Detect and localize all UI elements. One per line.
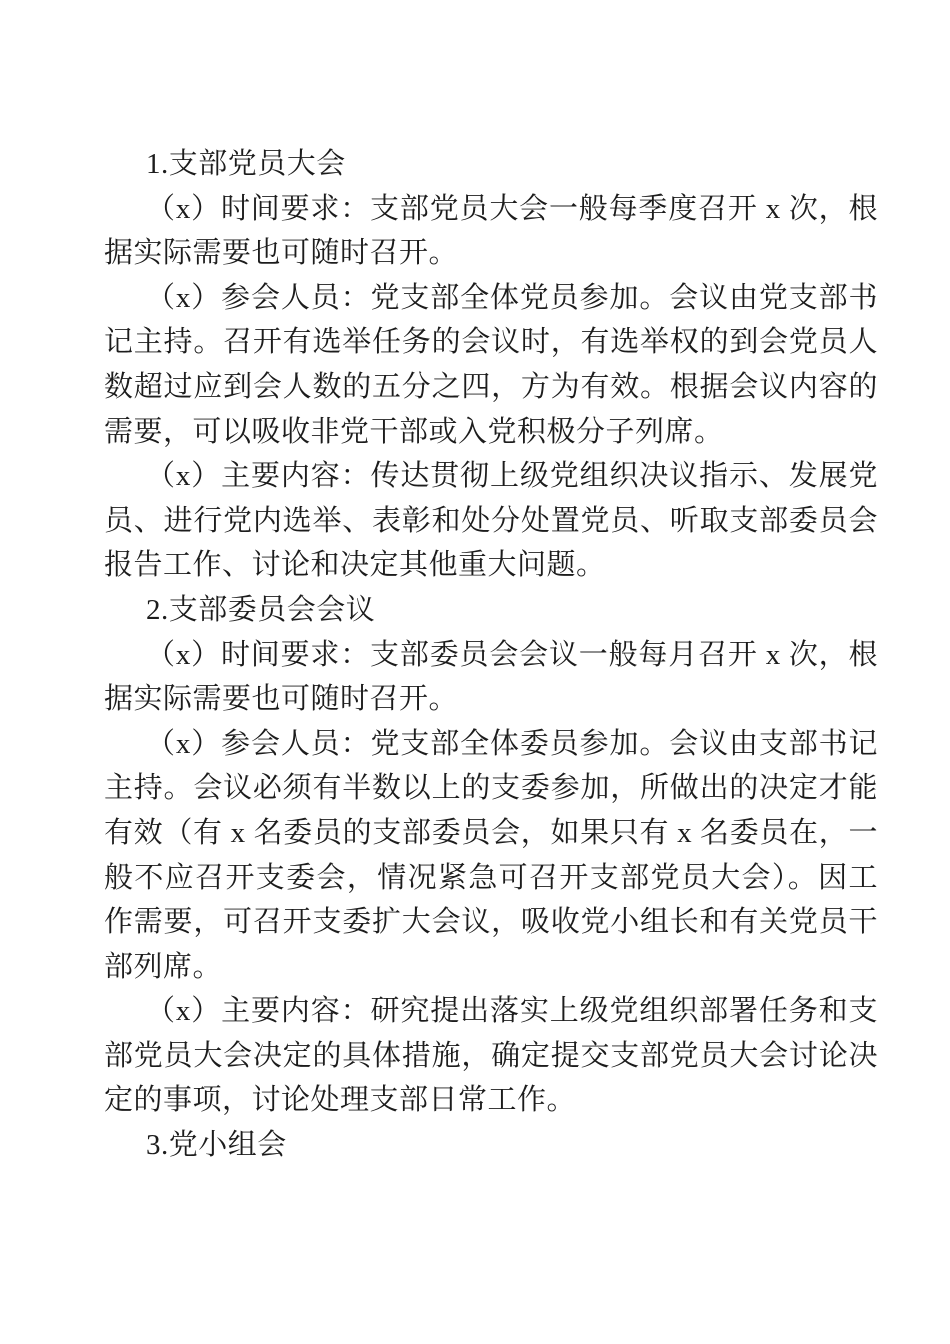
paragraph: （x）时间要求：支部党员大会一般每季度召开 x 次，根据实际需要也可随时召开。 xyxy=(104,192,878,270)
paragraph-heading-2: 2.支部委员会会议 xyxy=(146,593,376,626)
document-body xyxy=(104,142,878,1168)
paragraph-heading-3: 3.党小组会 xyxy=(146,1129,287,1162)
paragraph: （x）时间要求：支部委员会会议一般每月召开 x 次，根据实际需要也可随时召开。 xyxy=(104,638,878,716)
paragraph-heading-1: 1.支部党员大会 xyxy=(146,148,346,180)
paragraph: （x）参会人员：党支部全体党员参加。会议由党支部书记主持。召开有选举任务的会议时，有选举权的到会党员人数超过应到会人数的五分之四，方为有效。根据会议内容的需要，可以吸收非党干部或入党积极分子列席。 xyxy=(104,281,878,448)
paragraph: （x）主要内容：传达贯彻上级党组织决议指示、发展党员、进行党内选举、表彰和处分处置党员、听取支部委员会报告工作、讨论和决定其他重大问题。 xyxy=(104,460,878,582)
paragraph: （x）参会人员：党支部全体委员参加。会议由支部书记主持。会议必须有半数以上的支委参加，所做出的决定才能有效（有 x 名委员的支部委员会，如果只有 x 名委员在，一般不应召开支委会，情况紧急可召开支部党员大会）。因工作需要，可召开支委扩大会议，吸收党小组长和有关党员干部列席。 xyxy=(104,727,878,983)
paragraph: （x）主要内容：研究提出落实上级党组织部署任务和支部党员大会决定的具体措施，确定提交支部党员大会讨论决定的事项，讨论处理支部日常工作。 xyxy=(104,995,878,1117)
